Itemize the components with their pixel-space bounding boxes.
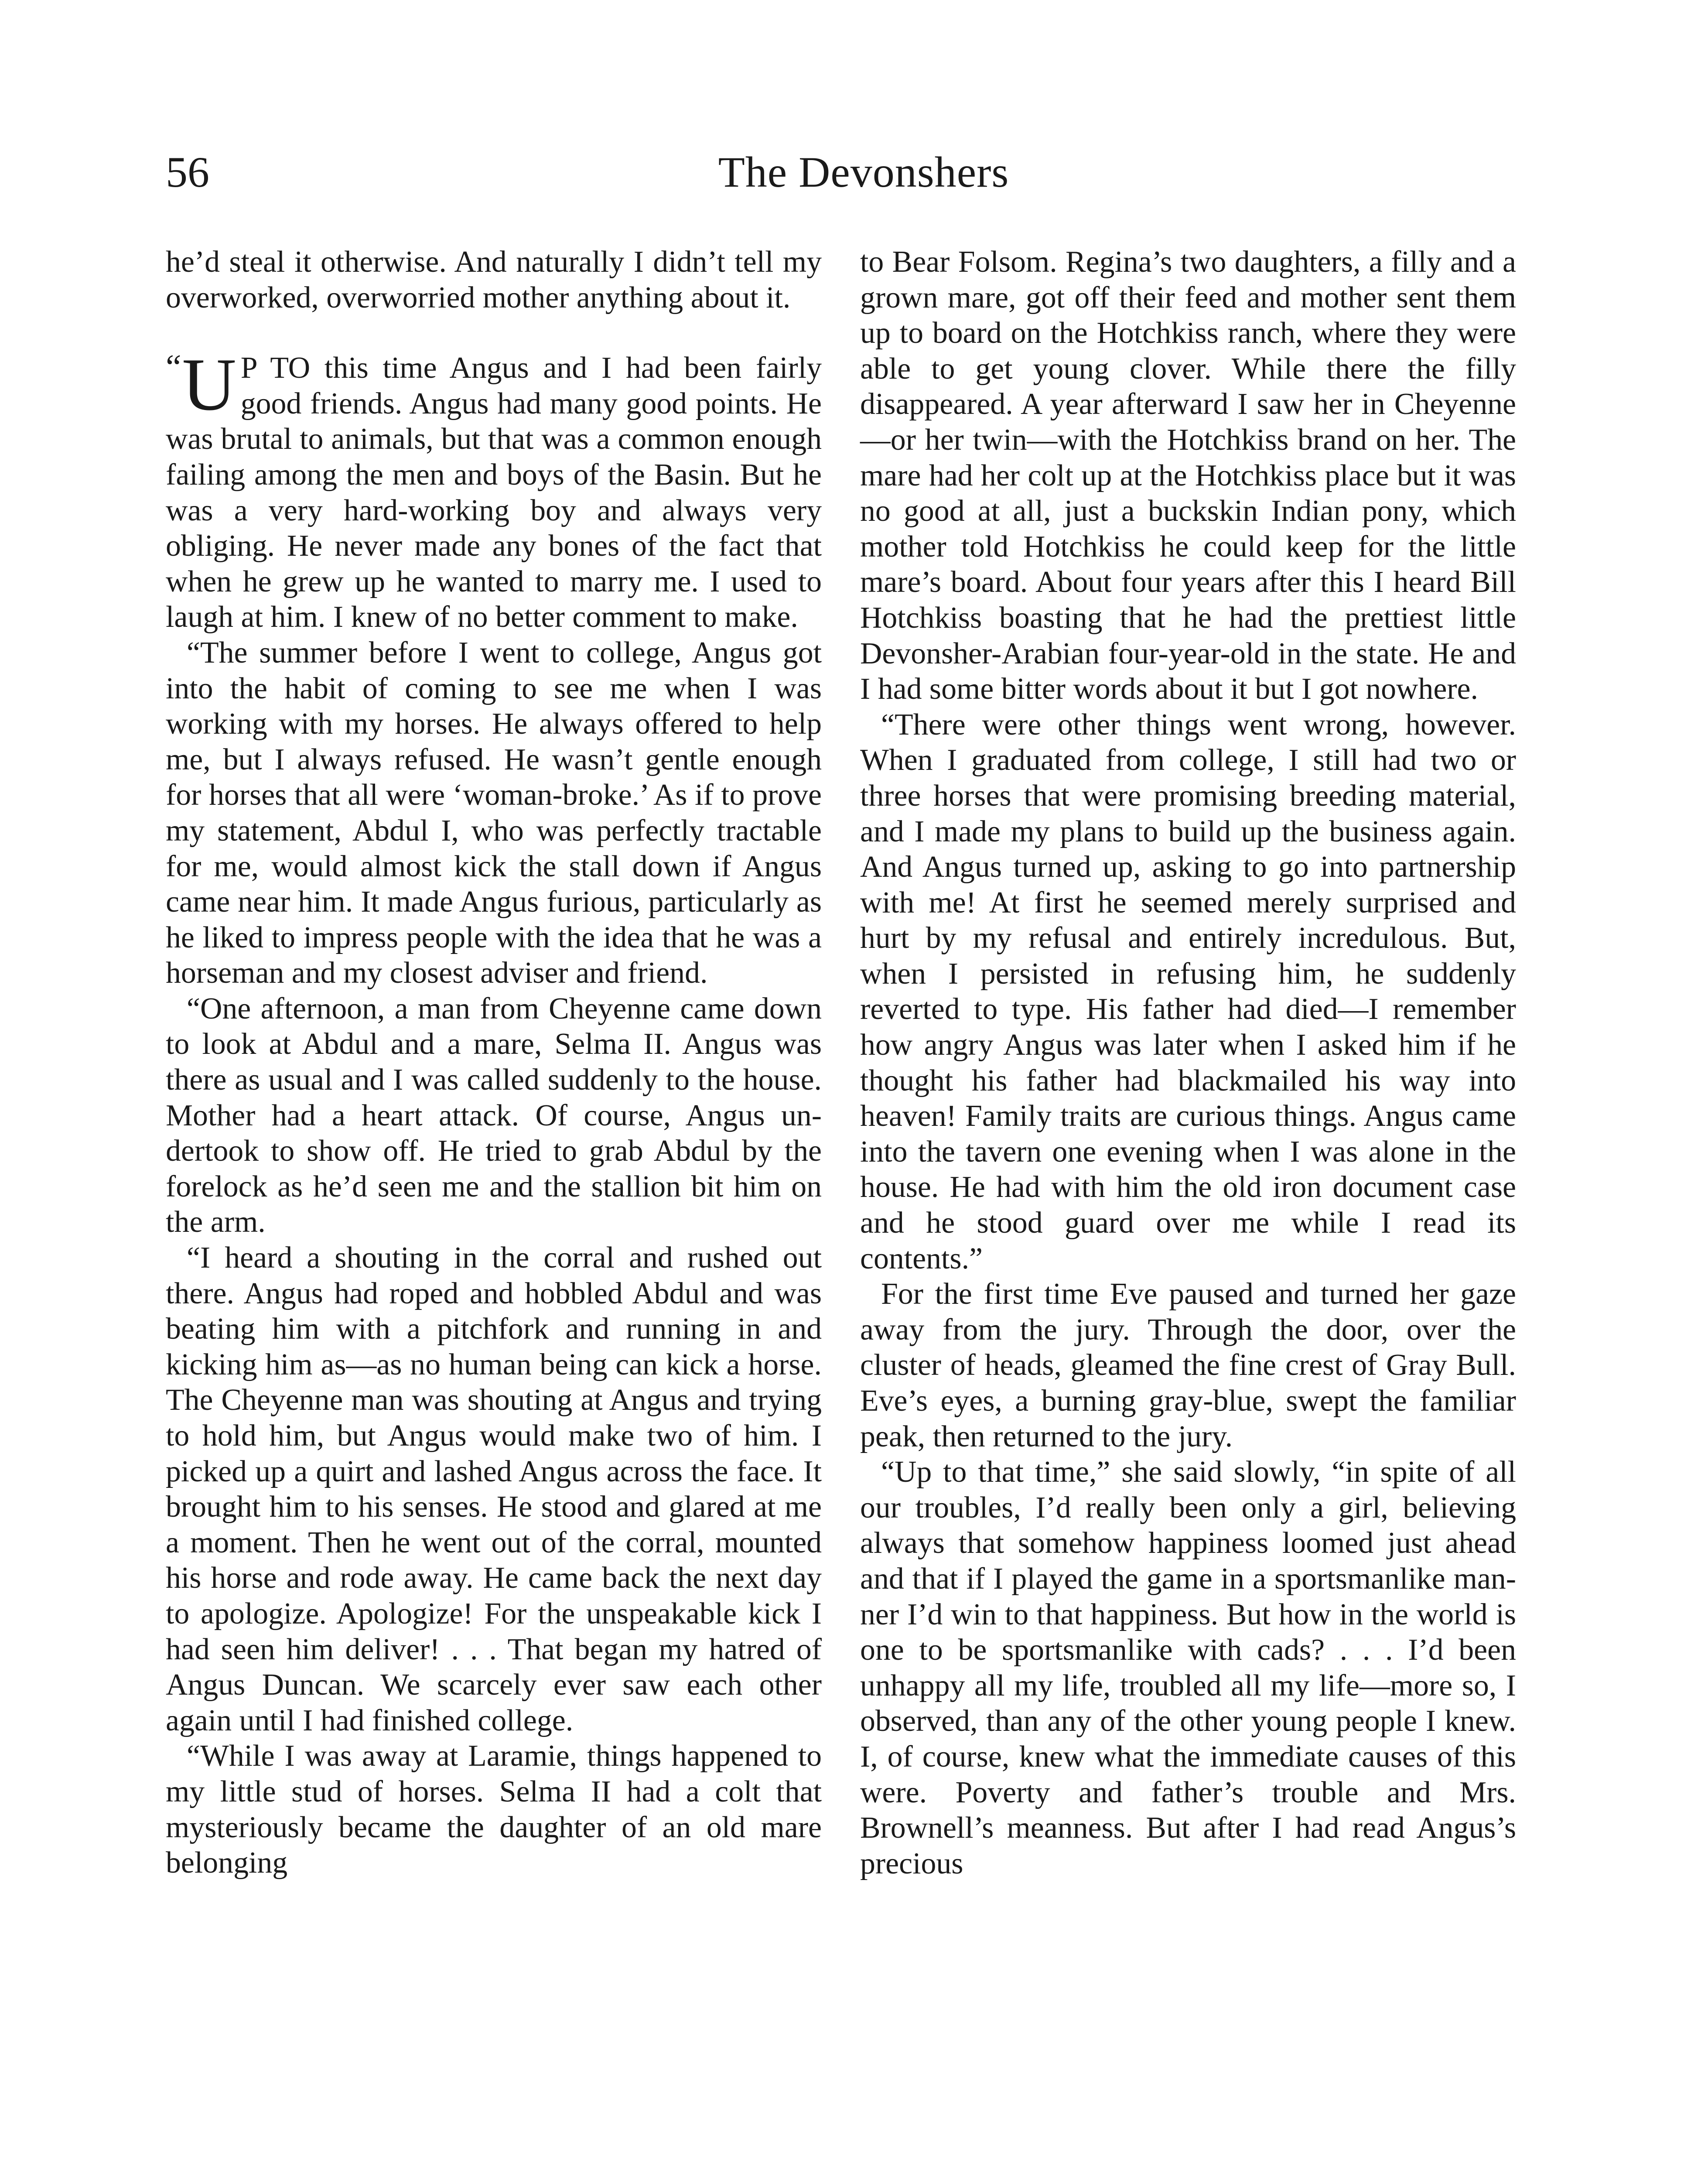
paragraph: he’d steal it otherwise. And naturally I didn’t tell my overworked, overworried mother anything about it.	[166, 245, 822, 315]
page-number: 56	[166, 148, 209, 196]
section-start-paragraph	[166, 343, 822, 635]
small-caps-lead: P TO	[240, 351, 311, 385]
paragraph: “One afternoon, a man from Cheyenne came down to look at Abdul and a mare, Selma II. Angus was there as usual and I was called suddenly to the house. Mother had a heart attack. Of course, Angus undertook to show off. He tried to grab Abdul by the forelock as he’d seen me and the stallion bit him on the arm.	[166, 991, 822, 1239]
paragraph: “Up to that time,” she said slowly, “in spite of all our troubles, I’d really been only a girl, believing always that somehow happiness loomed just ahead and that if I played the game in a sportsmanlike manner I’d win to that happiness. But how in the world is one to be sportsmanlike with cads? . . . I’d been unhappy all my life, troubled all my life—more so, I observed, than any of the other young people I knew. I, of course, knew what the immediate causes of this were. Poverty and father’s trouble and Mrs. Brownell’s meanness. But after I had read Angus’s precious	[860, 1455, 1516, 1880]
paragraph: “There were other things went wrong, however. When I graduated from college, I still had two or three horses that were promising breeding material, and I made my plans to build up the business again. And Angus turned up, asking to go into partnership with me! At first he seemed merely surprised and hurt by my refusal and entirely incredulous. But, when I persisted in refusing him, he suddenly reverted to type. His father had died—I remember how angry Angus was later when I asked him if he thought his father had blackmailed his way into heaven! Family traits are curious things. Angus came into the tavern one evening when I was alone in the house. He had with him the old iron document case and he stood guard over me while I read its contents.”	[860, 708, 1516, 1275]
paragraph: “While I was away at Laramie, things happened to my little stud of horses. Selma II had a colt that mysteriously became the daughter of an old mare belonging	[166, 1739, 822, 1880]
running-title: The Devonshers	[718, 148, 1009, 196]
right-column	[860, 244, 1516, 1881]
paragraph: For the first time Eve paused and turned her gaze away from the jury. Through the door, over the cluster of heads, gleamed the fine crest of Gray Bull. Eve’s eyes, a burning gray-blue, swept the familiar peak, then returned to the jury.	[860, 1277, 1516, 1453]
paragraph: “I heard a shouting in the corral and rushed out there. Angus had roped and hobbled Abdul and was beating him with a pitchfork and running in and kicking him as—as no human being can kick a horse. The Cheyenne man was shouting at Angus and trying to hold him, but Angus would make two of him. I picked up a quirt and lashed Angus across the face. It brought him to his senses. He stood and glared at me a moment. Then he went out of the corral, mounted his horse and rode away. He came back the next day to apologize. Apologize! For the unspeakable kick I had seen him deliver! . . . That began my hatred of Angus Duncan. We scarcely ever saw each other again until I had finished college.	[166, 1241, 822, 1737]
left-column	[166, 244, 822, 1881]
opening-quote-mark: “	[166, 348, 181, 387]
drop-cap: U	[182, 343, 236, 427]
paragraph: to Bear Folsom. Regina’s two daughters, a filly and a grown mare, got off their feed and mother sent them up to board on the Hotchkiss ranch, where they were able to get young clover. While there the filly disappeared. A year afterward I saw her in Cheyenne—or her twin—with the Hotchkiss brand on her. The mare had her colt up at the Hotchkiss place but it was no good at all, just a buckskin Indian pony, which mother told Hotchkiss he could keep for the little mare’s board. About four years after this I heard Bill Hotchkiss boasting that he had the prettiest little Devonsher-Arabian four-year-old in the state. He and I had some bitter words about it but I got nowhere.	[860, 245, 1516, 706]
paragraph: “The summer before I went to college, Angus got into the habit of coming to see me when I was working with my horses. He always offered to help me, but I always refused. He wasn’t gentle enough for horses that all were ‘woman-broke.’ As if to prove my statement, Abdul I, who was perfectly tractable for me, would almost kick the stall down if Angus came near him. It made Angus furious, particularly as he liked to impress people with the idea that he was a horseman and my closest adviser and friend.	[166, 636, 822, 990]
paragraph-text: this time Angus and I had been fairly good friends. Angus had many good points. He was brutal to animals, but that was a common enough failing among the men and boys of the Basin. But he was a very hard-working boy and always very obliging. He never made any bones of the fact that when he grew up he wanted to marry me. I used to laugh at him. I knew of no better comment to make.	[166, 351, 822, 634]
